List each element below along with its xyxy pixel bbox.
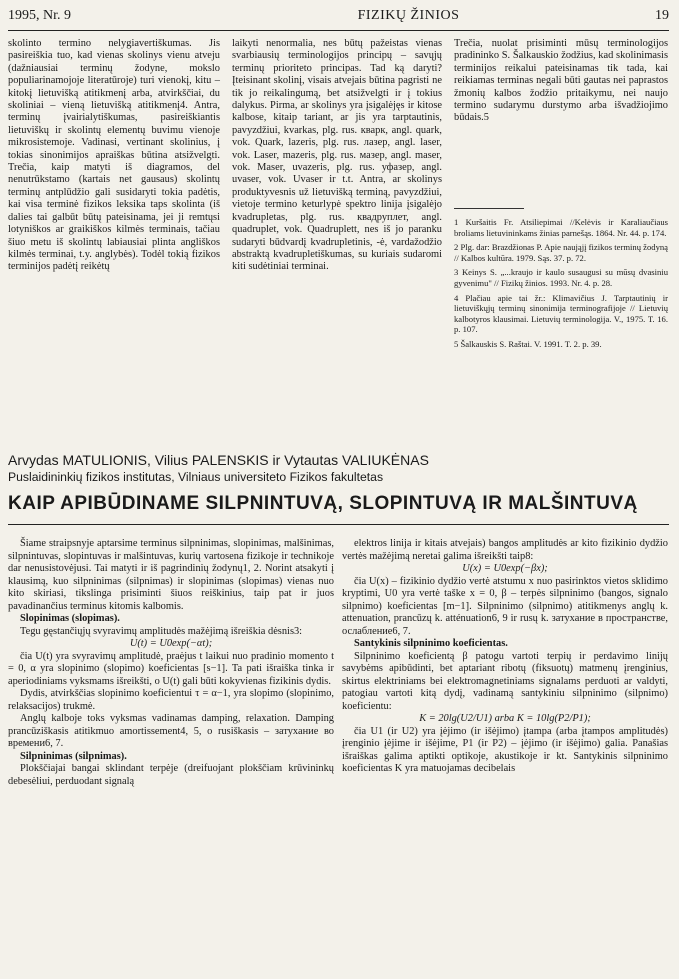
section-heading: Santykinis silpninimo koeficientas. <box>354 638 508 649</box>
header-rule <box>8 30 669 31</box>
footnote-separator <box>454 208 524 209</box>
paragraph: Silpninimo koeficientą β patogu vartoti terpių ir perdavimo linijų savybėms apibūdinti, bet aptariant ribotų (fiksuotų) matmenų įrenginius, skirtus elektriniams bei elektromagnetiniams signalams perduoti ar valdyti, patogiau vartoti kitą dydį, vadinamą santykiniu silpninimo (silpnimo) koeficientu: <box>342 650 668 712</box>
paragraph: laikyti nenormalia, nes būtų pažeistas vienas svarbiausių terminologijos principų – savųjų terminų prioriteto principas. Tad ką daryti? Įteisinant skolinį, visais atvejais būtina pagristi ne tik jo reikalingumą, bet atsižvelgti ir į tokius dalykus. Pirma, ar skolinys yra įsigalėjęs ir kitose kalbose, kitaip tariant, ar jis yra tarptautinis, pavyzdžiui, kvarkas, plg. rus. кварк, angl. quark, vok. Quark, lazeris, plg. rus. лазер, angl. laser, vok. Laser, mazeris, plg. rus. мазер, angl. maser, vok. Maser, uvazeris, plg. rus. уфазер, angl. uvaser, vok. Uvaser ir t.t. Antra, ar skolinys produktyvesnis už lietuvišką terminą, pavyzdžiui, vietoje termino keturlypė spektro linija įsigalėjo kvadrupletas, plg. rus. квадруплет, angl. quadruplet, vok. Quadruplett, nes iš jo paranku sudaryti būdvardį kvadrupletinis, -ė, vardažodžio abstraktą kvadrupletiškumas, su kuriais sudaromi kiti sudėtiniai terminai. <box>232 38 442 273</box>
page-number: 19 <box>655 8 669 23</box>
paragraph: Tegu gęstančiųjų svyravimų amplitudės mažėjimą išreiškia dėsnis3: <box>20 625 303 637</box>
formula: K = 20lg(U2/U1) arba K = 10lg(P2/P1); <box>419 713 591 724</box>
prev-article-column-1 <box>8 38 220 274</box>
journal-title: FIZIKŲ ŽINIOS <box>357 8 460 23</box>
article-authors: Arvydas MATULIONIS, Vilius PALENSKIS ir Vytautas VALIUKĖNAS <box>8 452 429 468</box>
footnote: 3 Keinys S. „...kraujo ir kaulo susaugusi su mūsų dvasiniu gyvenimu" // Fizikų žinios. 1993. Nr. 4. p. 28. <box>454 267 668 288</box>
paragraph: Šiame straipsnyje aptarsime terminus silpninimas, slopinimas, malšinimas, silpnintuvas, slopintuvas ir malšintuvas, kurių vartosena fizikoje ir technikoje dar nenusistovėjusi. Tai matyti ir iš pagrindinių žodynų1, 2. Norint atsakyti į klausimą, kuo silpninimas (silpnimas) ir slopinimas (slopimas) vienas nuo kito skiriasi, tikslinga prisiminti šiuos reiškinius, taip pat ir juos pavadinančius terminus kitomis kalbomis. <box>8 538 334 612</box>
title-rule <box>8 524 669 525</box>
prev-article-column-3 <box>454 38 668 125</box>
prev-article-column-2 <box>232 38 442 274</box>
paragraph: čia U1 (ir U2) yra įėjimo (ir išėjimo) įtampa (arba įtampos amplitudės) įrenginio įėjime ir išėjime, P1 (ir P2) – įėjimo (ir išėjimo) galia. Panašias išraiškas galima aptikti optikoje, akustikoje ir kt. Santykinis silpninimo koeficientas K yra matuojamas decibelais <box>342 725 668 774</box>
paragraph: čia U(x) – fizikinio dydžio vertė atstumu x nuo pasirinktos vietos sklidimo kryptimi, U0 yra vertė taške x = 0, β – terpės silpninimo (bangos, signalo silpnimo) koeficientas [m−1]. Silpninimo (silpnimo) atitikmenys anglų k. attenuation, prancūzų k. atténuation6, 9 ir rusų k. затухание в пространстве, ослабление6, 7. <box>342 575 668 637</box>
paragraph: čia U(t) yra svyravimų amplitudė, praėjus t laikui nuo pradinio momento t = 0, α yra slopinimo (slopimo) koeficientas [s−1]. Ta pati išraiška tinka ir aperiodiniams vyksmams išreikšti, o U(t) gali būti kokyvienas fizikinis dydis. <box>8 650 334 687</box>
footnote: 2 Plg. dar: Brazdžionas P. Apie naująjį fizikos terminų žodyną // Kalbos kultūra. 1979. Sąs. 37. p. 72. <box>454 242 668 263</box>
article-column-left <box>8 538 334 788</box>
footnotes <box>454 208 668 354</box>
paragraph: Dydis, atvirkščias slopinimo koeficientui τ = α−1, yra slopimo (slopinimo, relaksacijos) trukmė. <box>8 688 334 712</box>
paragraph: elektros linija ir kitais atvejais) bangos amplitudės ar kito fizikinio dydžio vertės mažėjimą neretai galima išreikšti taip8: <box>342 538 668 562</box>
formula: U(t) = U0exp(−αt); <box>129 638 213 649</box>
article-column-right <box>342 538 668 776</box>
section-heading: Slopinimas (slopimas). <box>20 613 120 624</box>
footnote: 4 Plačiau apie tai žr.: Klimavičius J. Tarptautinių ir lietuviškųjų terminų sinonimija terminografijoje // Lietuvių kalbotyros klausimai. Lietuvių terminologija. V., 1975. T. 16. p. 107. <box>454 292 668 335</box>
formula: U(x) = U0exp(−βx); <box>462 563 548 574</box>
paragraph: Plokščiajai bangai sklindant terpėje (dreifuojant plokščiam krūvininkų debesėliui, perduodant signalą <box>8 763 334 787</box>
page-header <box>8 6 669 26</box>
paragraph: skolinto termino nelygiavertiškumas. Jis pasireiškia tuo, kad vienas skolinys vienu atveju (dažniausiai terminų žodyne, mokslo populiarinamojoje literatūroje) turi vienokį, kitu – kitokį lietuvišką atitikmenį arba, atvirkščiai, du skoliniai – vieną lietuvišką atitikmenį4. Antra, terminų įvairialytiškumas, pasireiškiantis lietuviškų ir skolintų elementų buvimu vienoje mikrosistemoje. Vadinasi, vertinant skolinius, į tokias sinonimijos apraiškas būtina atsižvelgti. Trečia, kaip matyti iš diagramos, del nenutrūkstamo (kartais net gausaus) skolintų terminų antplūdžio gali susidaryti tokia padėtis, kai visa terminė fizikos leksika taps skolinta (iš dalies tai galbūt būtų pateisinama, jei ji remtųsi lotyniškos ar graikiškos kilmės terminais, tačiau šiuo metu iš skolintų labiausiai plinta angliškos kilmės terminai, t.y. anglybės). Todėl tokią fizikos terminijos padėtį reikėtų <box>8 38 220 273</box>
article-affiliation: Puslaidininkių fizikos institutas, Vilniaus universiteto Fizikos fakultetas <box>8 470 384 484</box>
footnote: 5 Šalkauskis S. Raštai. V. 1991. T. 2. p. 39. <box>454 338 602 349</box>
footnote: 1 Kuršaitis Fr. Atsiliepimai //Kelėvis ir Karaliaučiaus broliams lietuvininkams žinias parnešąs. 1864. Nr. 44. p. 174. <box>454 217 668 238</box>
section-heading: Silpninimas (silpnimas). <box>20 750 127 762</box>
issue-label: 1995, Nr. 9 <box>8 8 71 23</box>
article-title: KAIP APIBŪDINAME SILPNINTUVĄ, SLOPINTUVĄ IR MALŠINTUVĄ <box>8 493 638 514</box>
paragraph: Anglų kalboje toks vyksmas vadinamas damping, relaxation. Damping prancūziškasis atitikmuo amortissement4, 5, o rusiškasis – затухание во времени6, 7. <box>8 713 334 749</box>
paragraph: Trečia, nuolat prisiminti mūsų terminologijos pradininko S. Šalkauskio žodžius, kad skolinimasis terminijos reikalui pateisinamas tik tada, kai reikiamas terminas negali būti gautas nei paprastos žmonių kalbos žodžio pritaikymu, nei naujo termino sudarymu durstymo arba išvadžiojimo būdais.5 <box>454 38 668 124</box>
